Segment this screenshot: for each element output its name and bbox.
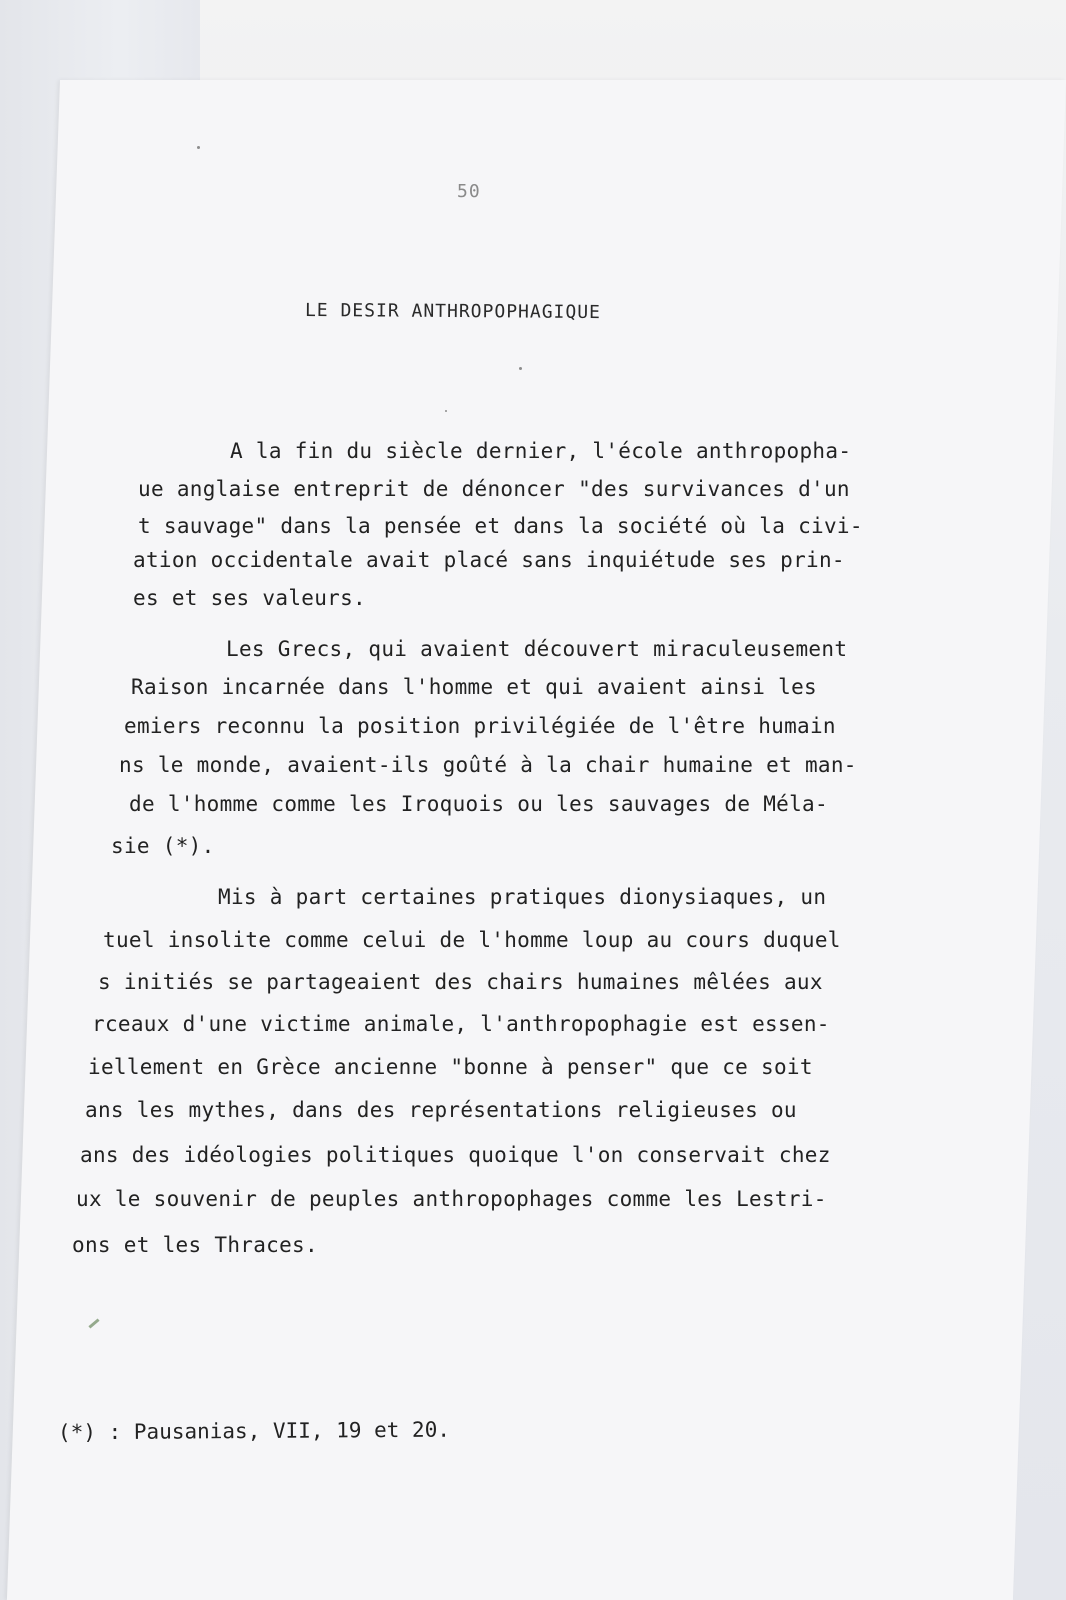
body-line: rceaux d'une victime animale, l'anthropophagie est essen- — [92, 1012, 830, 1036]
body-line: emiers reconnu la position privilégiée de l'être humain — [124, 714, 836, 738]
chapter-title: LE DESIR ANTHROPOPHAGIQUE — [304, 299, 602, 324]
body-line: Raison incarnée dans l'homme et qui avaient ainsi les — [131, 675, 817, 699]
footnote: (*) : Pausanias, VII, 19 et 20. — [57, 1417, 451, 1445]
body-line: tuel insolite comme celui de l'homme loup au cours duquel — [103, 928, 841, 952]
body-line: ns le monde, avaient-ils goûté à la chair humaine et man- — [119, 753, 857, 777]
body-line: es et ses valeurs. — [133, 586, 366, 610]
body-line: ux le souvenir de peuples anthropophages comme les Lestri- — [76, 1187, 827, 1211]
body-line: Les Grecs, qui avaient découvert miraculeusement — [226, 637, 848, 661]
body-line: A la fin du siècle dernier, l'école anthropopha- — [230, 439, 852, 463]
body-line: s initiés se partageaient des chairs humaines mêlées aux — [98, 970, 823, 994]
body-line: ans les mythes, dans des représentations religieuses ou — [85, 1098, 797, 1122]
body-line: de l'homme comme les Iroquois ou les sauvages de Méla- — [129, 792, 828, 816]
body-line: ans des idéologies politiques quoique l'on conservait chez — [80, 1143, 831, 1167]
paper-speck — [519, 367, 522, 370]
body-line: Mis à part certaines pratiques dionysiaques, un — [218, 885, 827, 909]
body-line: ue anglaise entreprit de dénoncer "des survivances d'un — [138, 477, 850, 501]
paper-speck — [197, 146, 200, 149]
paper-speck — [445, 410, 447, 412]
body-line: iellement en Grèce ancienne "bonne à penser" que ce soit — [88, 1055, 813, 1079]
body-line: t sauvage" dans la pensée et dans la société où la civi- — [138, 514, 863, 538]
body-line: ation occidentale avait placé sans inquiétude ses prin- — [133, 548, 845, 572]
page-number: 50 — [457, 181, 481, 202]
body-line: ons et les Thraces. — [72, 1233, 318, 1257]
body-line: sie (*). — [111, 834, 215, 858]
